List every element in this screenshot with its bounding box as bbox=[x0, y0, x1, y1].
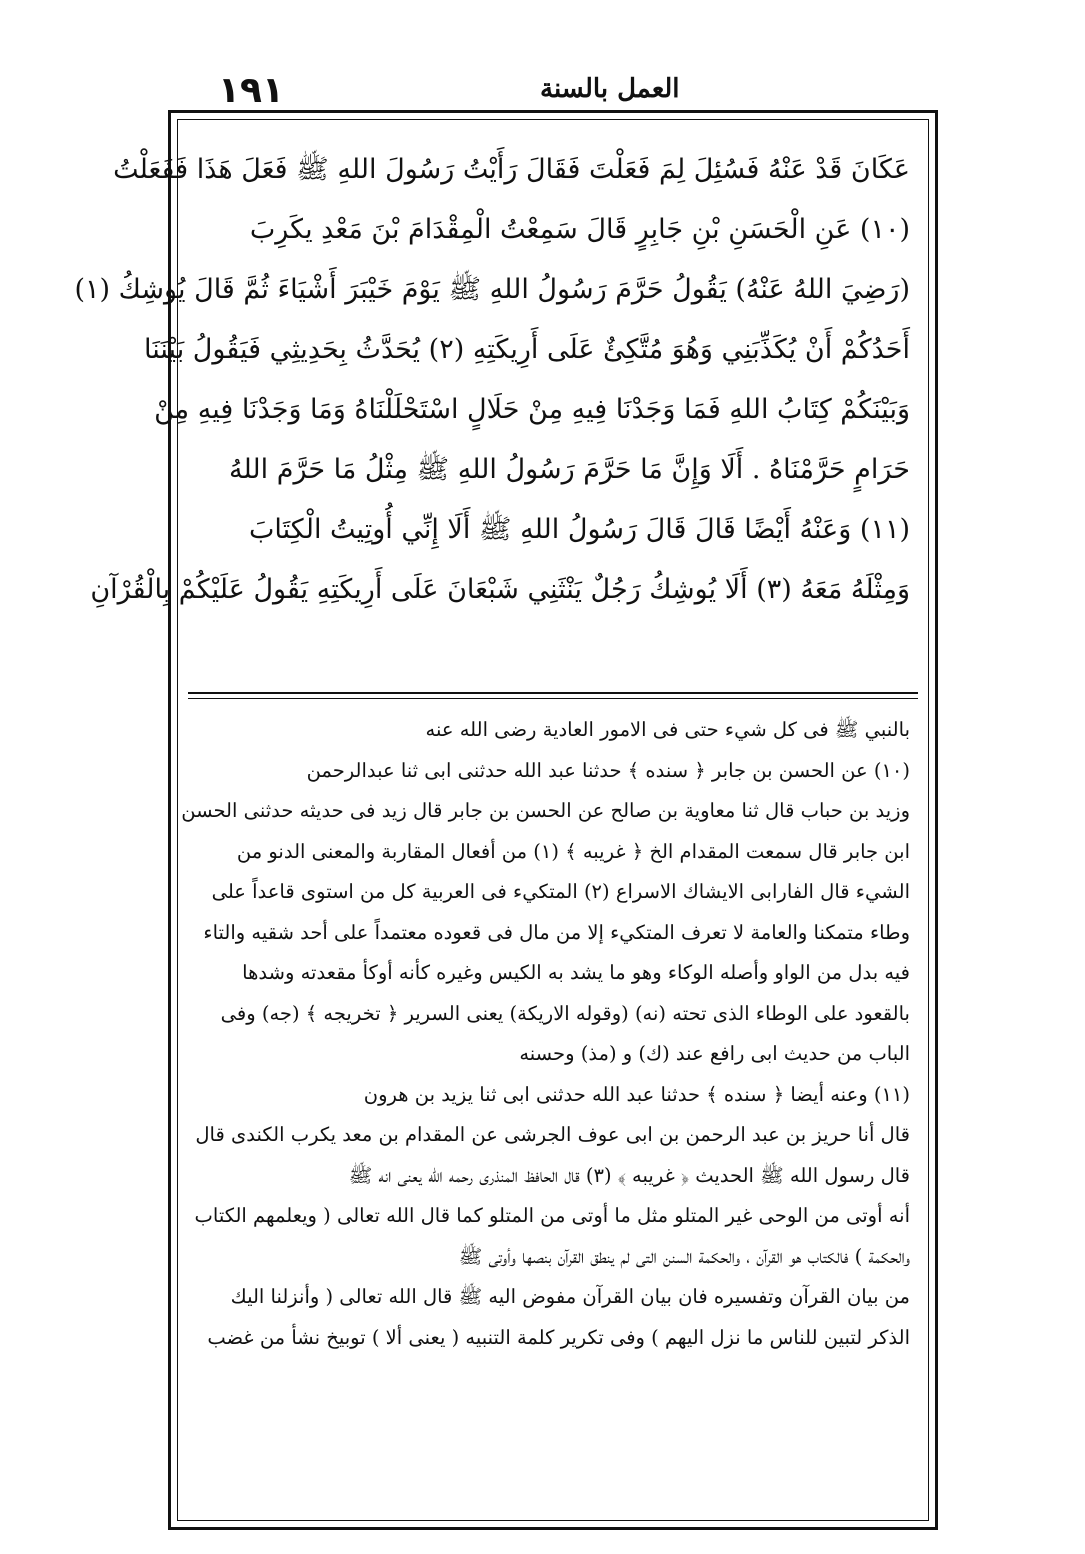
hadith-text bbox=[74, 140, 910, 620]
commentary-line: قال رسول الله ﷺ الحديث ﴿ غريبه ﴾ (٣) قال الحافظ المنذرى رحمه الله يعنى انه ﷺ bbox=[348, 1163, 910, 1187]
commentary-line: ابن جابر قال سمعت المقدام الخ ﴿ غريبه ﴾ (١) من أفعال المقاربة والمعنى الدنو من bbox=[236, 839, 910, 863]
commentary-line: (١١) وعنه أيضا ﴿ سنده ﴾ حدثنا عبد الله حدثنى ابى ثنا يزيد بن هرون bbox=[363, 1082, 910, 1106]
commentary-line: (١٠) عن الحسن بن جابر ﴿ سنده ﴾ حدثنا عبد الله حدثنى ابى ثنا عبدالرحمن bbox=[306, 758, 910, 782]
hadith-line: (١١) وَعَنْهُ أَيْضًا قَالَ قَالَ رَسُولُ اللهِ ﷺ أَلَا إِنِّي أُوتِيتُ الْكِتَابَ bbox=[249, 514, 910, 545]
commentary-line: الباب من حديث ابى رافع عند (ك) و (مذ) وحسنه bbox=[519, 1042, 910, 1065]
hadith-line: (رَضِيَ اللهُ عَنْهُ) يَقُولُ حَرَّمَ رَسُولُ اللهِ ﷺ يَوْمَ خَيْبَرَ أَشْيَاءَ ثُمَّ قَالَ يُوشِكُ (١) bbox=[74, 274, 910, 305]
hadith-line: وَمِثْلَهُ مَعَهُ (٣) أَلَا يُوشِكُ رَجُلٌ يَنْثَنِي شَبْعَانَ عَلَى أَرِيكَتِهِ يَقُولُ عَلَيْكُمْ بِالْقُرْآنِ bbox=[90, 574, 910, 605]
commentary-line: وطاء متمكنا والعامة لا تعرف المتكيء إلا من مال فى قعوده معتمداً على أحد شقيه والتاء bbox=[203, 920, 910, 944]
commentary-line: بالقعود على الوطاء الذى تحته (نه) (وقوله الاريكة) يعنى السرير ﴿ تخريجه ﴾ (جه) وفى bbox=[220, 1001, 910, 1025]
commentary-line: والحكمة ) فالكتاب هو القرآن ، والحكمة السنن التى لم ينطق القرآن بنصها وأوتى ﷺ bbox=[458, 1244, 910, 1268]
page-header bbox=[170, 70, 940, 114]
running-title: العمل بالسنة bbox=[540, 74, 680, 104]
page-number: ١٩١ bbox=[218, 70, 284, 111]
commentary-line: من بيان القرآن وتفسيره فان بيان القرآن مفوض اليه ﷺ قال الله تعالى ( وأنزلنا اليك bbox=[230, 1285, 910, 1308]
commentary-line: فيه بدل من الواو وأصله الوكاء وهو ما يشد به الكيس وغيره كأنه أوكأ مقعدته وشدها bbox=[242, 961, 910, 984]
commentary-line: بالنبي ﷺ فى كل شيء حتى فى الامور العادية رضى الله عنه bbox=[425, 718, 910, 741]
hadith-line: وَبَيْنَكُمْ كِتَابُ اللهِ فَمَا وَجَدْنَا فِيهِ مِنْ حَلَالٍ اسْتَحْلَلْنَاهُ وَمَا وَجَدْنَا فِيهِ مِنْ bbox=[154, 394, 910, 425]
commentary-line: وزيد بن حباب قال ثنا معاوية بن صالح عن الحسن بن جابر قال زيد فى حديثه حدثنى الحسن bbox=[181, 799, 910, 822]
hadith-line: عَكَانَ قَدْ عَنْهُ فَسُئِلَ لِمَ فَعَلْتَ فَقَالَ رَأَيْتُ رَسُولَ اللهِ ﷺ فَعَلَ هَذَا فَفَعَلْتُ bbox=[113, 154, 910, 185]
inner-frame bbox=[74, 119, 929, 1521]
hadith-line: أَحَدُكُمْ أَنْ يُكَذِّبَنِي وَهُوَ مُتَّكِئٌ عَلَى أَرِيكَتِهِ (٢) يُحَدَّثُ بِحَدِيثِي فَيَقُولُ بَيْنَنَا bbox=[144, 334, 910, 365]
commentary-line: الذكر لتبين للناس ما نزل اليهم ) وفى تكرير كلمة التنبيه ( يعنى ألا ) توبيخ نشأ من غضب bbox=[207, 1325, 910, 1349]
commentary-line: الشيء قال الفارابى الايشاك الاسراع (٢) المتكيء فى العربية كل من استوى قاعداً على bbox=[211, 880, 910, 903]
commentary-line: قال أنا حريز بن عبد الرحمن بن ابى عوف الجرشى عن المقدام بن معد يكرب الكندى قال bbox=[195, 1123, 910, 1146]
hadith-line: (١٠) عَنِ الْحَسَنِ بْنِ جَابِرٍ قَالَ سَمِعْتُ الْمِقْدَامَ بْنَ مَعْدِ يكَرِبَ bbox=[249, 214, 910, 245]
section-divider bbox=[188, 692, 918, 694]
page-frame bbox=[74, 110, 938, 1530]
commentary-line: أنه أوتى من الوحى غير المتلو مثل ما أوتى من المتلو كما قال الله تعالى ( ويعلمهم الكتاب bbox=[194, 1204, 910, 1227]
section-divider-thin bbox=[188, 698, 918, 699]
commentary-text bbox=[181, 710, 910, 1358]
hadith-line: حَرَامٍ حَرَّمْنَاهُ . أَلَا وَإِنَّ مَا حَرَّمَ رَسُولُ اللهِ ﷺ مِثْلُ مَا حَرَّمَ اللهُ bbox=[229, 454, 910, 485]
